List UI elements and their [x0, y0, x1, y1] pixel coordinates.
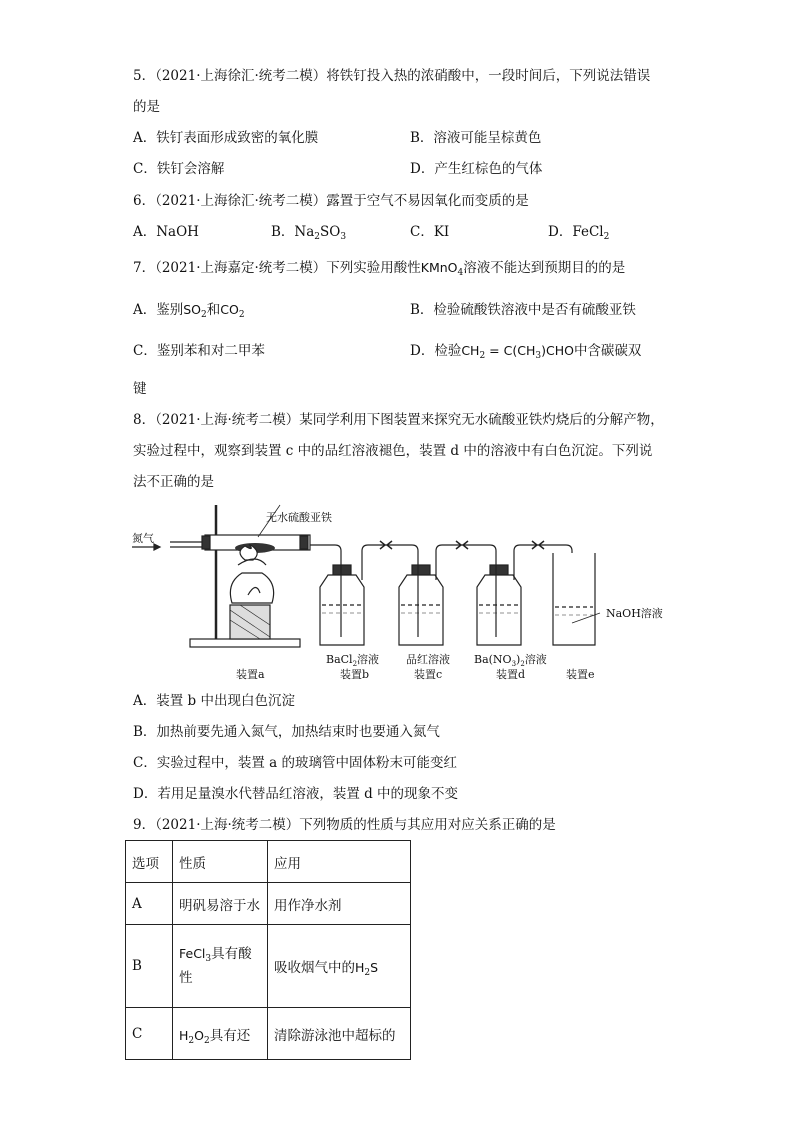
beaker-e: [553, 553, 600, 645]
row-b-property: FeCl$_3$具有酸 性: [173, 925, 268, 1008]
label-apparatus-c: 装置c: [414, 668, 443, 681]
q7-option-d: D．检验$CH_2 = C(CH_3)CHO$中含碳碳双: [410, 343, 642, 361]
q9-stem: 9．（2021·上海·统考二模）下列物质的性质与其应用对应关系正确的是: [133, 817, 556, 833]
bottle-d: [477, 565, 521, 645]
q9-table: [125, 840, 411, 1060]
row-a-option: A: [126, 883, 173, 925]
q7-option-b: B．检验硫酸铁溶液中是否有硫酸亚铁: [410, 302, 636, 318]
q5-option-a: A．铁钉表面形成致密的氧化膜: [133, 130, 319, 146]
q8-option-d: D．若用足量溴水代替品红溶液，装置 d 中的现象不变: [133, 786, 459, 802]
wooden-block: [230, 605, 270, 639]
table-row: [126, 883, 411, 925]
q8-option-c: C．实验过程中，装置 a 的玻璃管中固体粉末可能变红: [133, 755, 457, 771]
q7-option-a: A．鉴别$SO_2$和$CO_2$: [133, 302, 245, 320]
row-c-application: 清除游泳池中超标的: [268, 1008, 411, 1060]
alcohol-lamp: [230, 573, 273, 603]
q8-option-a: A．装置 b 中出现白色沉淀: [133, 693, 295, 709]
q8-option-b: B．加热前要先通入氮气，加热结束时也要通入氮气: [133, 724, 440, 740]
bottle-b: [320, 565, 364, 645]
q6-stem: 6．（2021·上海徐汇·统考二模）露置于空气不易因氧化而变质的是: [133, 193, 529, 209]
row-b-application: 吸收烟气中的$H_2S$: [268, 925, 411, 1008]
experiment-apparatus-figure: [130, 505, 663, 690]
q6-option-d: D．FeCl$_2$: [548, 224, 610, 242]
q7-option-c: C．鉴别苯和对二甲苯: [133, 343, 265, 359]
label-apparatus-b: 装置b: [340, 668, 370, 681]
row-c-property: $H_2O_2$具有还: [173, 1008, 268, 1060]
label-bacl2-solution: BaCl$_2$溶液: [326, 653, 380, 668]
row-a-property: 明矾易溶于水: [173, 883, 268, 925]
q7-stem: 7．（2021·上海嘉定·统考二模）下列实验用酸性KMnO$_4$溶液不能达到预期目的的是: [133, 260, 626, 278]
q6-option-b: B．$Na_2SO_3$: [271, 224, 347, 242]
label-naoh-solution: NaOH溶液: [606, 607, 663, 620]
q8-stem-line1: 8．（2021·上海·统考二模）某同学利用下图装置来探究无水硫酸亚铁灼烧后的分解产物，: [133, 412, 664, 428]
table-row: [126, 1008, 411, 1060]
q5-stem-line1: 5．（2021·上海徐汇·统考二模）将铁钉投入热的浓硝酸中，一段时间后，下列说法错误: [133, 68, 651, 84]
q5-stem-line2: 的是: [133, 99, 160, 115]
row-b-option: B: [126, 925, 173, 1008]
tube-a-b: [310, 545, 341, 565]
header-application: 应用: [268, 841, 411, 883]
label-nitrogen: 氮气: [132, 532, 154, 545]
q7-option-d-wrap: 键: [133, 381, 147, 397]
header-property: 性质: [173, 841, 268, 883]
q5-option-b: B．溶液可能呈棕黄色: [410, 130, 542, 146]
label-banitrate-solution: $Ba(NO_3)_2$溶液: [474, 653, 547, 668]
q8-stem-line3: 法不正确的是: [133, 474, 214, 490]
row-a-application: 用作净水剂: [268, 883, 411, 925]
q8-stem-line2: 实验过程中，观察到装置 c 中的品红溶液褪色，装置 d 中的溶液中有白色沉淀。下列说: [133, 443, 653, 459]
q6-option-c: C．KI: [410, 224, 450, 240]
q5-option-c: C．铁钉会溶解: [133, 161, 225, 177]
table-header-row: [126, 841, 411, 883]
row-c-option: C: [126, 1008, 173, 1060]
label-apparatus-e: 装置e: [566, 668, 595, 681]
q6-option-a: A．NaOH: [133, 224, 199, 240]
label-apparatus-d: 装置d: [496, 668, 526, 681]
bottle-c: [399, 565, 443, 645]
label-pinkred-solution: 品红溶液: [406, 653, 450, 666]
label-apparatus-a: 装置a: [236, 668, 265, 681]
table-row: [126, 925, 411, 1008]
q5-option-d: D．产生红棕色的气体: [410, 161, 543, 177]
stand-base: [190, 639, 300, 647]
header-option: 选项: [126, 841, 173, 883]
label-ferrous-sulfate: 无水硫酸亚铁: [266, 511, 332, 524]
